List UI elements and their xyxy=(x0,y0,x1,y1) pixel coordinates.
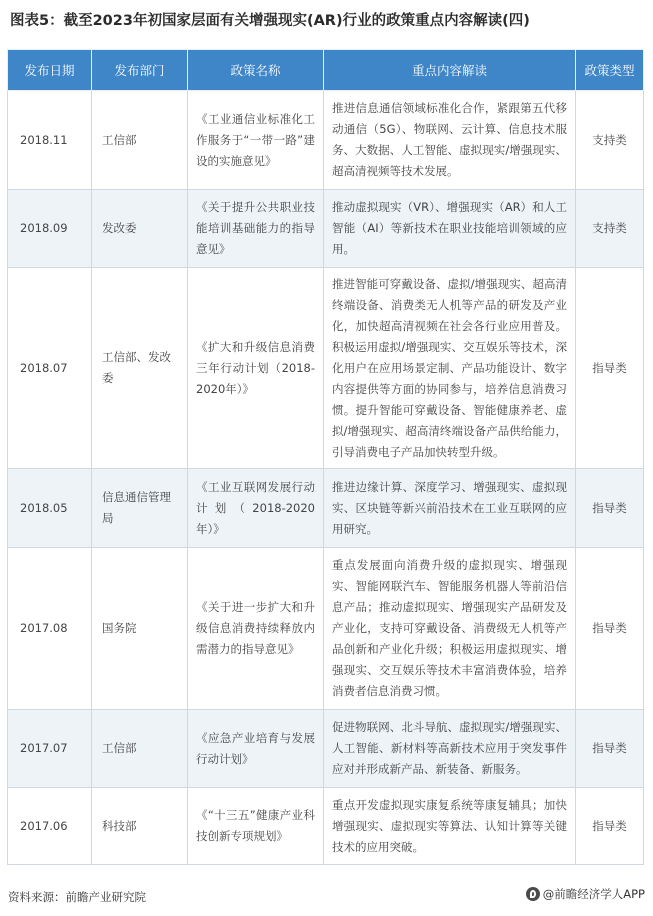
table-header-row xyxy=(8,50,644,91)
cell-type: 指导类 xyxy=(576,788,644,865)
cell-date: 2018.11 xyxy=(8,91,92,190)
table-title: 图表5：截至2023年初国家层面有关增强现实(AR)行业的政策重点内容解读(四) xyxy=(10,13,530,29)
table-row xyxy=(8,91,644,190)
cell-type: 支持类 xyxy=(576,190,644,268)
cell-dept: 发改委 xyxy=(92,190,188,268)
cell-date: 2017.08 xyxy=(8,548,92,710)
cell-content: 推进边缘计算、深度学习、增强现实、虚拟现实、区块链等新兴前沿技术在工业互联网的应用研究。 xyxy=(324,469,576,548)
table-row xyxy=(8,548,644,710)
table-row xyxy=(8,469,644,548)
brand-credit xyxy=(526,886,645,902)
table-row xyxy=(8,268,644,469)
cell-name: 《工业互联网发展行动计划（2018-2020年）》 xyxy=(188,469,324,548)
cell-dept: 信息通信管理局 xyxy=(92,469,188,548)
header-type: 政策类型 xyxy=(576,50,644,91)
cell-date: 2018.09 xyxy=(8,190,92,268)
policy-table xyxy=(7,49,644,865)
brand-logo-icon xyxy=(526,887,540,901)
cell-date: 2018.07 xyxy=(8,268,92,469)
table-row xyxy=(8,710,644,788)
cell-content: 推进信息通信领域标准化合作，紧跟第五代移动通信（5G）、物联网、云计算、信息技术服务、大数据、人工智能、虚拟现实/增强现实、超高清视频等技术发展。 xyxy=(324,91,576,190)
header-dept: 发布部门 xyxy=(92,50,188,91)
cell-content: 推进智能可穿戴设备、虚拟/增强现实、超高清终端设备、消费类无人机等产品的研发及产业化，加快超高清视频在社会各行业应用普及。积极运用虚拟/增强现实、交互娱乐等技术，深化用户在应用场景定制、产品功能设计、数字内容提供等方面的协同参与，培养信息消费习惯。提升智能可穿戴设备、智能健康养老、虚拟/增强现实、超高清终端设备产品供给能力，引导消费电子产品加快转型升级。 xyxy=(324,268,576,469)
header-date: 发布日期 xyxy=(8,50,92,91)
header-content: 重点内容解读 xyxy=(324,50,576,91)
cell-type: 指导类 xyxy=(576,710,644,788)
header-name: 政策名称 xyxy=(188,50,324,91)
cell-name: 《扩大和升级信息消费三年行动计划（2018-2020年）》 xyxy=(188,268,324,469)
cell-dept: 工信部 xyxy=(92,91,188,190)
cell-content: 促进物联网、北斗导航、虚拟现实/增强现实、人工智能、新材料等高新技术应用于突发事件应对并形成新产品、新装备、新服务。 xyxy=(324,710,576,788)
cell-content: 推动虚拟现实（VR）、增强现实（AR）和人工智能（AI）等新技术在职业技能培训领域的应用。 xyxy=(324,190,576,268)
cell-name: 《关于提升公共职业技能培训基础能力的指导意见》 xyxy=(188,190,324,268)
table-row xyxy=(8,788,644,865)
cell-dept: 国务院 xyxy=(92,548,188,710)
cell-name: 《应急产业培育与发展行动计划》 xyxy=(188,710,324,788)
cell-content: 重点开发虚拟现实康复系统等康复辅具；加快增强现实、虚拟现实等算法、认知计算等关键技术的应用突破。 xyxy=(324,788,576,865)
brand-label: @前瞻经济学人APP xyxy=(542,887,645,901)
cell-dept: 工信部、发改委 xyxy=(92,268,188,469)
cell-name: 《关于进一步扩大和升级信息消费持续释放内需潜力的指导意见》 xyxy=(188,548,324,710)
table-row xyxy=(8,190,644,268)
cell-dept: 工信部 xyxy=(92,710,188,788)
cell-date: 2017.07 xyxy=(8,710,92,788)
cell-content: 重点发展面向消费升级的虚拟现实、增强现实、智能网联汽车、智能服务机器人等前沿信息产品；推动虚拟现实、增强现实产品研发及产业化，支持可穿戴设备、消费级无人机等产品创新和产业化升级；积极运用虚拟现实、增强现实、交互娱乐等技术丰富消费体验，培养消费者信息消费习惯。 xyxy=(324,548,576,710)
cell-type: 指导类 xyxy=(576,469,644,548)
cell-type: 指导类 xyxy=(576,268,644,469)
cell-type: 指导类 xyxy=(576,548,644,710)
cell-name: 《“十三五”健康产业科技创新专项规划》 xyxy=(188,788,324,865)
cell-name: 《工业通信业标准化工作服务于“一带一路”建设的实施意见》 xyxy=(188,91,324,190)
cell-date: 2017.06 xyxy=(8,788,92,865)
cell-dept: 科技部 xyxy=(92,788,188,865)
source-note: 资料来源：前瞻产业研究院 xyxy=(8,890,146,904)
cell-type: 支持类 xyxy=(576,91,644,190)
cell-date: 2018.05 xyxy=(8,469,92,548)
